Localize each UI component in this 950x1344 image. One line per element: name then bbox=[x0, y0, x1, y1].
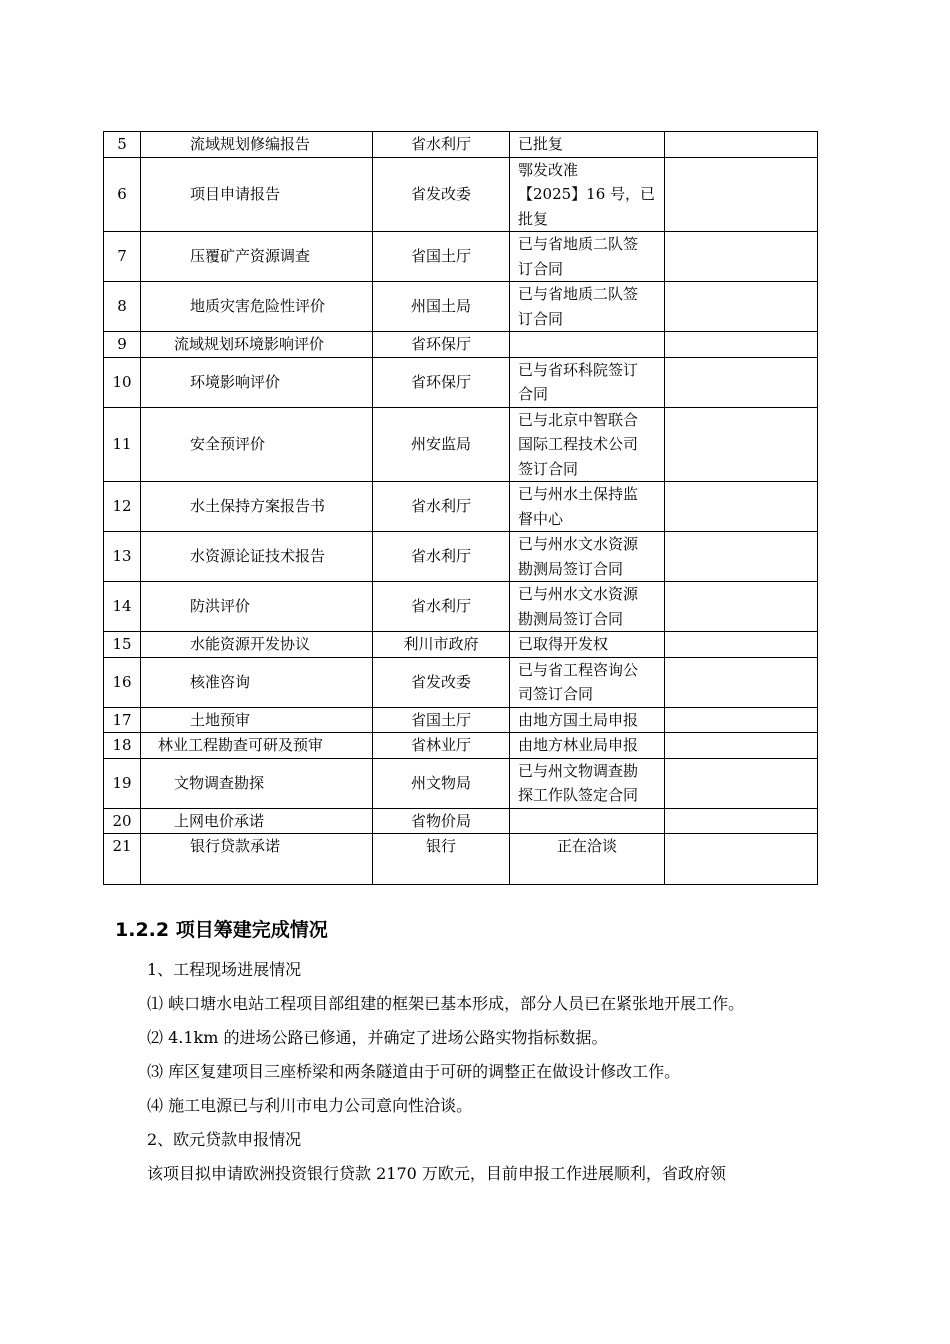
approval-table-body bbox=[104, 132, 818, 885]
remarks bbox=[665, 834, 818, 885]
status bbox=[510, 657, 665, 707]
item-name-text: 地质灾害危险性评价 bbox=[190, 297, 326, 316]
status-line: 签订合同 bbox=[518, 459, 579, 478]
item-name bbox=[141, 632, 373, 658]
status-line: 订合同 bbox=[518, 259, 564, 278]
status-line: 正在洽谈 bbox=[556, 837, 617, 855]
status-line: 已与州水文水资源 bbox=[518, 585, 639, 603]
table-row bbox=[104, 582, 818, 632]
item-name-text: 银行贷款承诺 bbox=[190, 837, 281, 855]
status-line: 鄂发改准 bbox=[518, 160, 579, 179]
status bbox=[510, 532, 665, 582]
row-number: 18 bbox=[104, 733, 141, 759]
row-number: 17 bbox=[104, 707, 141, 733]
table-row bbox=[104, 232, 818, 282]
status-line: 由地方林业局申报 bbox=[518, 736, 639, 754]
table-row bbox=[104, 758, 818, 808]
remarks bbox=[665, 482, 818, 532]
remarks bbox=[665, 657, 818, 707]
row-number: 7 bbox=[104, 232, 141, 282]
row-number: 11 bbox=[104, 407, 141, 482]
item-name bbox=[141, 834, 373, 885]
status-line: 司签订合同 bbox=[518, 685, 594, 703]
status bbox=[510, 733, 665, 759]
remarks bbox=[665, 282, 818, 332]
status bbox=[510, 707, 665, 733]
item-name bbox=[141, 758, 373, 808]
paragraph: ⑴ 峡口塘水电站工程项目部组建的框架已基本形成，部分人员已在紧张地开展工作。 bbox=[147, 994, 745, 1013]
row-number: 15 bbox=[104, 632, 141, 658]
item-name bbox=[141, 707, 373, 733]
status bbox=[510, 132, 665, 158]
paragraph: ⑶ 库区复建项目三座桥梁和两条隧道由于可研的调整正在做设计修改工作。 bbox=[147, 1062, 681, 1081]
status-line: 已与北京中智联合 bbox=[518, 410, 639, 429]
status-line: 已与省地质二队签 bbox=[518, 235, 639, 253]
item-name-text: 项目申请报告 bbox=[190, 185, 281, 203]
status-line: 已取得开发权 bbox=[518, 635, 609, 653]
item-name-text: 土地预审 bbox=[190, 710, 251, 729]
row-number: 16 bbox=[104, 657, 141, 707]
remarks bbox=[665, 532, 818, 582]
remarks bbox=[665, 357, 818, 407]
department: 省水利厅 bbox=[373, 482, 510, 532]
item-name bbox=[141, 282, 373, 332]
item-name bbox=[141, 132, 373, 158]
status-line: 已与省地质二队签 bbox=[518, 285, 639, 303]
status bbox=[510, 157, 665, 232]
remarks bbox=[665, 157, 818, 232]
status bbox=[510, 632, 665, 658]
table-row bbox=[104, 834, 818, 885]
status-line: 合同 bbox=[518, 385, 549, 403]
status-line: 已与州水文水资源 bbox=[518, 535, 639, 553]
remarks bbox=[665, 232, 818, 282]
item-name-text: 流域规划修编报告 bbox=[190, 135, 311, 153]
department: 省林业厅 bbox=[373, 733, 510, 759]
row-number: 19 bbox=[104, 758, 141, 808]
department: 州安监局 bbox=[373, 407, 510, 482]
status-line: 勘测局签订合同 bbox=[518, 609, 624, 628]
item-name bbox=[141, 657, 373, 707]
remarks bbox=[665, 733, 818, 759]
department: 省发改委 bbox=[373, 657, 510, 707]
item-name bbox=[141, 532, 373, 582]
row-number: 14 bbox=[104, 582, 141, 632]
item-name-text: 安全预评价 bbox=[190, 435, 266, 453]
row-number: 6 bbox=[104, 157, 141, 232]
department: 省水利厅 bbox=[373, 582, 510, 632]
department: 州国土局 bbox=[373, 282, 510, 332]
remarks bbox=[665, 132, 818, 158]
status-line: 已与省工程咨询公 bbox=[518, 660, 639, 679]
status-line: 【2025】16 号，已 bbox=[518, 185, 656, 203]
status bbox=[510, 357, 665, 407]
section-heading: 1.2.2 项目筹建完成情况 bbox=[115, 919, 328, 941]
department: 省发改委 bbox=[373, 157, 510, 232]
row-number: 5 bbox=[104, 132, 141, 158]
remarks bbox=[665, 808, 818, 834]
item-name-text: 林业工程勘查可研及预审 bbox=[158, 736, 324, 754]
table-row bbox=[104, 132, 818, 158]
status bbox=[510, 482, 665, 532]
department: 省国土厅 bbox=[373, 707, 510, 733]
status-line: 已与州水土保持监 bbox=[518, 485, 639, 503]
status-line: 已与州文物调查勘 bbox=[518, 761, 639, 780]
item-name bbox=[141, 357, 373, 407]
table-row bbox=[104, 808, 818, 834]
table-row bbox=[104, 733, 818, 759]
item-name bbox=[141, 808, 373, 834]
table-row bbox=[104, 632, 818, 658]
status bbox=[510, 758, 665, 808]
row-number: 21 bbox=[104, 834, 141, 885]
section-body bbox=[115, 953, 837, 1191]
remarks bbox=[665, 758, 818, 808]
status-line: 批复 bbox=[518, 209, 549, 228]
remarks bbox=[665, 707, 818, 733]
item-name-text: 水资源论证技术报告 bbox=[190, 547, 326, 566]
item-name bbox=[141, 582, 373, 632]
row-number: 20 bbox=[104, 808, 141, 834]
status-line: 督中心 bbox=[518, 509, 564, 528]
status bbox=[510, 582, 665, 632]
department: 银行 bbox=[373, 834, 510, 885]
department: 省水利厅 bbox=[373, 532, 510, 582]
table-row bbox=[104, 707, 818, 733]
item-name-text: 上网电价承诺 bbox=[174, 811, 265, 830]
status-line bbox=[518, 809, 656, 834]
table-row bbox=[104, 282, 818, 332]
item-name-text: 水能资源开发协议 bbox=[190, 635, 311, 653]
paragraph: ⑷ 施工电源已与利川市电力公司意向性洽谈。 bbox=[147, 1096, 473, 1115]
status-line: 勘测局签订合同 bbox=[518, 559, 624, 578]
item-name-text: 文物调查勘探 bbox=[174, 773, 265, 792]
status-line: 已批复 bbox=[518, 135, 564, 153]
table-row bbox=[104, 482, 818, 532]
paragraph: 2、欧元贷款申报情况 bbox=[147, 1130, 302, 1149]
department: 省国土厅 bbox=[373, 232, 510, 282]
item-name bbox=[141, 232, 373, 282]
paragraph: ⑵ 4.1km 的进场公路已修通，并确定了进场公路实物指标数据。 bbox=[147, 1028, 608, 1047]
row-number: 13 bbox=[104, 532, 141, 582]
status bbox=[510, 282, 665, 332]
department: 利川市政府 bbox=[373, 632, 510, 658]
department: 州文物局 bbox=[373, 758, 510, 808]
paragraph: 1、工程现场进展情况 bbox=[147, 960, 302, 979]
item-name-text: 环境影响评价 bbox=[190, 372, 281, 391]
status-line: 已与省环科院签订 bbox=[518, 360, 639, 379]
remarks bbox=[665, 407, 818, 482]
table-row bbox=[104, 157, 818, 232]
item-name bbox=[141, 332, 373, 358]
item-name bbox=[141, 407, 373, 482]
item-name-text: 防洪评价 bbox=[190, 597, 251, 616]
table-row bbox=[104, 357, 818, 407]
status bbox=[510, 808, 665, 834]
table-row bbox=[104, 657, 818, 707]
table-row bbox=[104, 407, 818, 482]
row-number: 10 bbox=[104, 357, 141, 407]
remarks bbox=[665, 332, 818, 358]
table-row bbox=[104, 532, 818, 582]
item-name bbox=[141, 157, 373, 232]
row-number: 8 bbox=[104, 282, 141, 332]
remarks bbox=[665, 632, 818, 658]
department: 省环保厅 bbox=[373, 332, 510, 358]
department: 省水利厅 bbox=[373, 132, 510, 158]
status-line bbox=[518, 332, 656, 357]
remarks bbox=[665, 582, 818, 632]
status bbox=[510, 834, 665, 885]
status-line: 订合同 bbox=[518, 309, 564, 328]
row-number: 12 bbox=[104, 482, 141, 532]
row-number: 9 bbox=[104, 332, 141, 358]
department: 省物价局 bbox=[373, 808, 510, 834]
status bbox=[510, 407, 665, 482]
item-name bbox=[141, 733, 373, 759]
item-name-text: 水土保持方案报告书 bbox=[190, 497, 326, 516]
table-row bbox=[104, 332, 818, 358]
department: 省环保厅 bbox=[373, 357, 510, 407]
item-name bbox=[141, 482, 373, 532]
item-name-text: 压覆矿产资源调查 bbox=[190, 247, 311, 266]
item-name-text: 核准咨询 bbox=[190, 672, 251, 691]
paragraph: 该项目拟申请欧洲投资银行贷款 2170 万欧元，目前申报工作进展顺利，省政府领 bbox=[147, 1164, 726, 1183]
status-line: 由地方国土局申报 bbox=[518, 710, 639, 729]
status-line: 国际工程技术公司 bbox=[518, 435, 639, 453]
status bbox=[510, 332, 665, 358]
item-name-text: 流域规划环境影响评价 bbox=[174, 335, 325, 353]
status bbox=[510, 232, 665, 282]
status-line: 探工作队签定合同 bbox=[518, 786, 639, 804]
approval-table bbox=[103, 131, 818, 885]
